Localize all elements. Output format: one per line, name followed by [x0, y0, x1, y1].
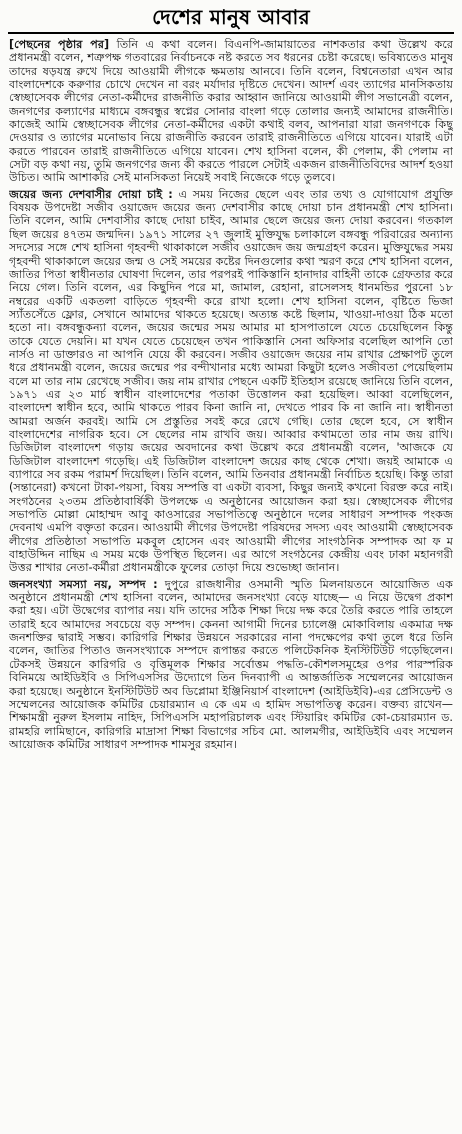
- continued-label: [পেছনের পৃষ্ঠার পর]: [9, 38, 110, 51]
- section-2-subhead: জয়ের জন্য দেশবাসীর দোয়া চাই :: [9, 187, 173, 201]
- paragraph-1-text: তিনি এ কথা বলেন। বিএনপি-জামায়াতের নাশকতার কথা উল্লেখ করে প্রধানমন্ত্রী বলেন, শত্রুপক্ষ গতবারের নির্বাচনকে নষ্ট করতে সব ধরনের চেষ্টা করেছে। ভবিষ্যতেও মানুষ তাদের ষড়যন্ত্র রুখে দিয়ে আওয়ামী লীগকে ক্ষমতায় আনবে। তিনি বলেন, বিশ্বনেতারা এখন আর বাংলাদেশকে করুণার চোখে দেখেন না বরং মর্যাদার দৃষ্টিতে দেখেন। আদর্শ এবং ত্যাগের মানসিকতায় স্বেচ্ছাসেবক লীগের নেতা-কর্মীদের রাজনীতি করার আহ্বান জানিয়ে আওয়ামী লীগ সভানেত্রী বলেন, জনগণের কল্যাণের মাধ্যমে বঙ্গবন্ধুর স্বপ্নের সোনার বাংলা গড়ে তোলার জন্যই আমাদের রাজনীতি। কাজেই আমি স্বেচ্ছাসেবক লীগের নেতা-কর্মীদের একটা কথাই বলব, আপনারা যারা জনগণকে কিছু দেওয়ার ও ত্যাগের মনোভাব নিয়ে রাজনীতি করবেন তারাই রাজনীতিতে এগিয়ে যাবেন। যারাই এটা করতে পারবেন তারাই রাজনীতিতে এগিয়ে যাবেন। শেখ হাসিনা বলেন, কী পেলাম, কী পেলাম না সেটা বড় কথা নয়, তুমি জনগণের জন্য কী করতে পারলে সেটাই একজন রাজনীতিবিদের আদর্শ হওয়া উচিত। আমি আশাকরি সেই মানসিকতা নিয়েই সবাই নিজেকে গড়ে তুলবে।: [9, 38, 453, 185]
- article-headline: দেশের মানুষ আবার: [152, 4, 310, 29]
- paragraph-2: [9, 188, 453, 575]
- paragraph-2-text: এ সময় নিজের ছেলে এবং তার তথ্য ও যোগাযোগ প্রযুক্তি বিষয়ক উপদেষ্টা সজীব ওয়াজেদ জয়ের জন্য দেশবাসীর কাছে দোয়া চান প্রধানমন্ত্রী শেখ হাসিনা। তিনি বলেন, আমি দেশবাসীর কাছে দোয়া চাইব, আমার ছেলে জয়ের জন্য দোয়া করবেন। গতকাল ছিল জয়ের ৪৭তম জন্মদিন। ১৯৭১ সালের ২৭ জুলাই মুক্তিযুদ্ধ চলাকালে বঙ্গবন্ধু পরিবারের অন্যান্য সদস্যের সঙ্গে শেখ হাসিনা গৃহবন্দী থাকাকালে সজীব ওয়াজেদ জয় জন্মগ্রহণ করেন। মুক্তিযুদ্ধের সময় গৃহবন্দী থাকাকালে জয়ের জন্ম ও সেই সময়ের কষ্টের দিনগুলোর কথা স্মরণ করে শেখ হাসিনা বলেন, জাতির পিতা স্বাধীনতার ঘোষণা দিলেন, তার পরপরই পাকিস্তানি হানাদার বাহিনী তাকে গ্রেফতার করে নিয়ে গেল। তিনি বলেন, এর কিছুদিন পরে মা, জামাল, রেহানা, রাসেলসহ ধানমন্ডির পুরনো ১৮ নম্বরের একটি একতলা বাড়িতে গৃহবন্দী করে রাখা হলো। শেখ হাসিনা বলেন, বৃষ্টিতে ভিজা স্যাঁতসেঁতে ফ্লোর, সেখানে আমাদের থাকতে হয়েছে। অত্যন্ত কষ্টে ছিলাম, খাওয়া-দাওয়া ঠিক মতো হতো না। বঙ্গবন্ধুকন্যা বলেন, জয়ের জন্মের সময় আমার মা হাসপাতালে যেতে চেয়েছিলেন কিন্তু তাকে যেতে দেয়নি। মা যখন যেতে চেয়েছেন তখন পাকিস্তানি সেনা অফিসার বলেছিল আপনি তো নার্সও না ডাক্তারও না আপনি যেয়ে কী করবেন। সজীব ওয়াজেদ জয়ের নাম রাখার প্রেক্ষাপট তুলে ধরে প্রধানমন্ত্রী বলেন, জয়ের জন্মের পর বন্দীখানার মধ্যে আমরা কিছুটা হলেও সজীবতা পেয়েছিলাম বলে মা তার নাম রেখেছে সজীব। জয় নাম রাখার পেছনে একটি ইতিহাস রয়েছে জানিয়ে তিনি বলেন, ১৯৭১ এর ২৩ মার্চ স্বাধীন বাংলাদেশের পতাকা উত্তোলন করা হয়েছিল। আব্বা বলেছিলেন, বাংলাদেশ স্বাধীন হবে, আমি থাকতে পারব কিনা জানি না, দেখতে পারব কি না জানি না। স্বাধীনতা আমরা অর্জন করবই। আমি সে প্রস্তুতির সবই করে রেখে গেছি। তোর ছেলে হবে, সে স্বাধীন বাংলাদেশের নাগরিক হবে। সে ছেলের নাম রাখবি জয়। আব্বার কথামতো তার নাম জয় রাখি। ডিজিটাল বাংলাদেশ গড়ায় জয়ের অবদানের কথা উল্লেখ করে প্রধানমন্ত্রী বলেন, 'আজকে যে ডিজিটাল বাংলাদেশ গড়েছি। এই ডিজিটাল বাংলাদেশ জয়ের কাছ থেকে শেখা। জয়ই আমাকে এ ব্যাপারে সব রকম পরামর্শ দিয়েছিল। তিনি বলেন, আমি তিনবার প্রধানমন্ত্রী নির্বাচিত হয়েছি। কিন্তু তারা (সন্তানেরা) কখনো টাকা-পয়সা, বিষয় সম্পত্তি বা একটা ব্যবসা, কিছুর জন্যই কখনো বিরক্ত করে নাই। সংগঠনের ২৩তম প্রতিষ্ঠাবার্ষিকী উপলক্ষে এ অনুষ্ঠানের আয়োজন করা হয়। স্বেচ্ছাসেবক লীগের সভাপতি মোল্লা মোহাম্মদ আবু কাওসারের সভাপতিত্বে অনুষ্ঠানে দলের সাধারণ সম্পাদক পংকজ দেবনাথ এমপি বক্তৃতা করেন। আওয়ামী লীগের উপদেষ্টা পরিষদের সদস্য এবং আওয়ামী স্বেচ্ছাসেবক লীগের প্রতিষ্ঠাতা সভাপতি মকবুল হোসেন এবং আওয়ামী লীগের সাংগঠনিক সম্পাদক আ ফ ম বাহাউদ্দিন নাছিম এ সময় মঞ্চে উপস্থিত ছিলেন। এর আগে সংগঠনের কেন্দ্রীয় এবং ঢাকা মহানগরী উত্তর শাখার নেতা-কর্মীরা প্রধানমন্ত্রীকে ফুলের তোড়া দিয়ে শুভেচ্ছা জানান।: [9, 187, 453, 575]
- paragraph-3: [9, 578, 453, 751]
- paragraph-3-text: দুপুরে রাজধানীর ওসমানী স্মৃতি মিলনায়তনে আয়োজিত এক অনুষ্ঠানে প্রধানমন্ত্রী শেখ হাসিনা বলেন, আমাদের জনসংখ্যা বেড়ে যাচ্ছে— এ নিয়ে উদ্বেগ প্রকাশ করা হয়। এটা উদ্বেগের ব্যাপার নয়। যদি তাদের সঠিক শিক্ষা দিয়ে দক্ষ করে তৈরি করতে পারি তাহলে তারাই হবে আমাদের সবচেয়ে বড় সম্পদ। কেননা আগামী দিনের চ্যালেঞ্জ মোকাবিলায় একমাত্র দক্ষ জনশক্তির দ্বারাই সম্ভব। কারিগরি শিক্ষার উন্নয়নে সরকারের নানা পদক্ষেপের কথা তুলে ধরে তিনি বলেন, জাতির পিতাও জনসংখ্যাকে সম্পদে রূপান্তর করতে পলিটেকনিক ইনস্টিটিউট গড়েছিলেন। টেকসই উন্নয়নে কারিগরি ও বৃত্তিমূলক শিক্ষার সর্বোত্তম পদ্ধতি-কৌশলসমূহের ওপর পারস্পরিক বিনিময়ে আইডিইবি ও সিপিএসসির উদ্যোগে তিন দিনব্যাপী এ আন্তর্জাতিক সম্মেলনের আয়োজন করা হয়েছে। অনুষ্ঠানে ইনস্টিটিউট অব ডিপ্লোমা ইঞ্জিনিয়ার্স বাংলাদেশ (আইডিইবি)-এর প্রেসিডেন্ট ও সম্মেলনের আয়োজক কমিটির চেয়ারম্যান এ কে এম এ হামিদ সভাপতিত্ব করেন। বক্তব্য রাখেন— শিক্ষামন্ত্রী নুরুল ইসলাম নাহিদ, সিপিএসসি মহাপরিচালক এবং স্টিয়ারিং কমিটির কো-চেয়ারম্যান ড. রামহরি লামিছানে, কারিগরি মাদ্রাসা শিক্ষা বিভাগের সচিব মো. আলমগীর, আইডিইবি এবং সম্মেলন আয়োজক কমিটির সাধারণ সম্পাদক শামসুর রহমান।: [9, 577, 453, 751]
- section-3-subhead: জনসংখ্যা সমস্যা নয়, সম্পদ :: [9, 577, 158, 591]
- article-body: [9, 38, 453, 1128]
- headline-bar: [8, 6, 454, 34]
- paragraph-1: [9, 38, 453, 185]
